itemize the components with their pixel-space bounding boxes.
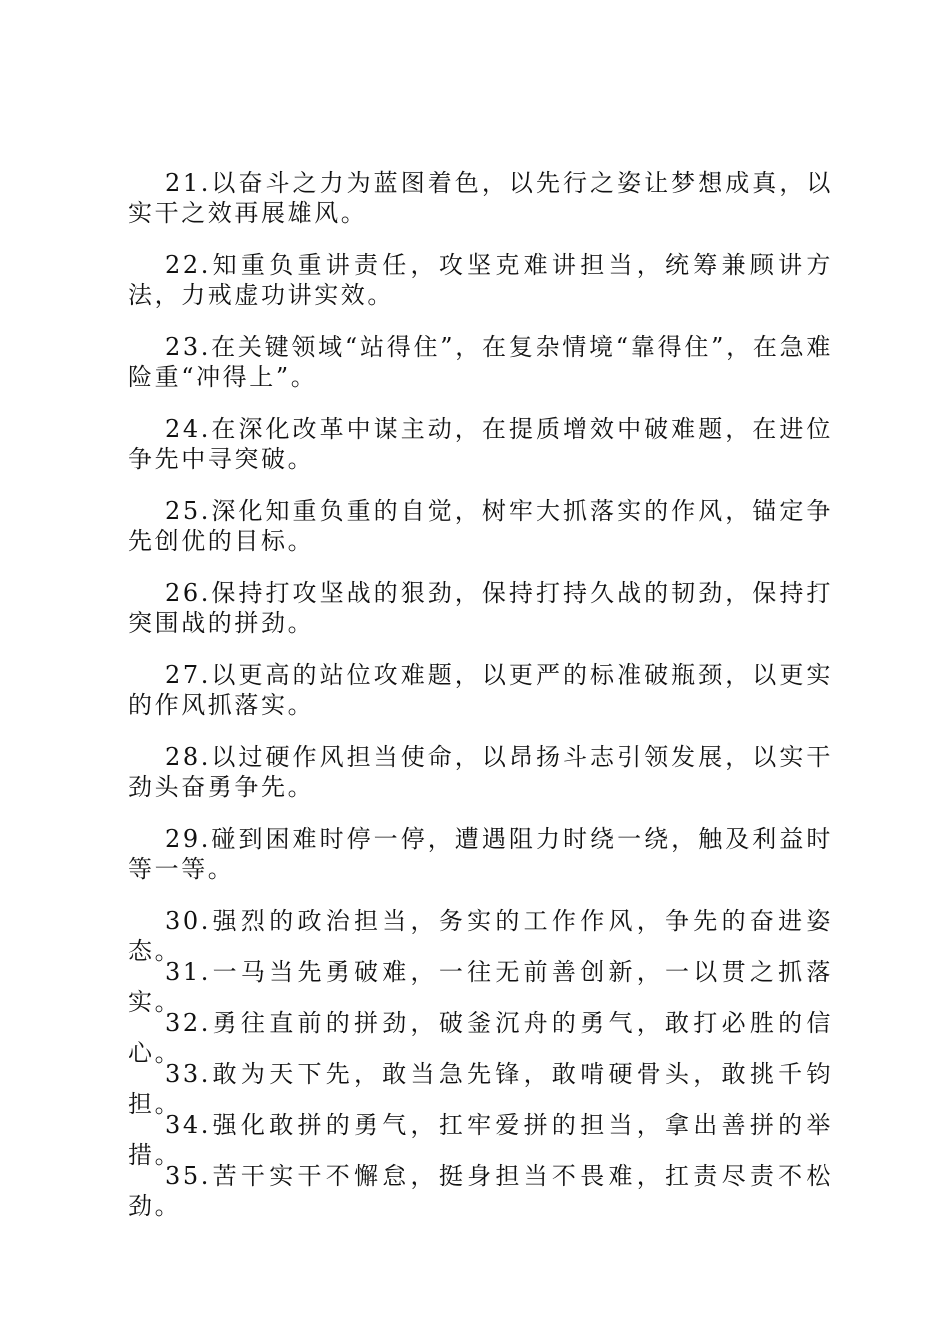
list-item: 35.苦干实干不懈怠，挺身担当不畏难，扛责尽责不松劲。 bbox=[128, 1162, 833, 1220]
list-item: 27.以更高的站位攻难题，以更严的标准破瓶颈，以更实的作风抓落实。 bbox=[128, 661, 833, 719]
list-item: 34.强化敢拼的勇气，扛牢爱拼的担当，拿出善拼的举措。 bbox=[128, 1111, 833, 1169]
list-item: 25.深化知重负重的自觉，树牢大抓落实的作风，锚定争先创优的目标。 bbox=[128, 497, 833, 555]
list-item: 28.以过硬作风担当使命，以昂扬斗志引领发展，以实干劲头奋勇争先。 bbox=[128, 743, 833, 801]
list-item: 32.勇往直前的拼劲，破釜沉舟的勇气，敢打必胜的信心。 bbox=[128, 1009, 833, 1067]
list-item: 29.碰到困难时停一停，遭遇阻力时绕一绕，触及利益时等一等。 bbox=[128, 825, 833, 883]
list-item: 33.敢为天下先，敢当急先锋，敢啃硬骨头，敢挑千钧担。 bbox=[128, 1060, 833, 1118]
slogan-list bbox=[128, 168, 833, 1220]
list-item: 30.强烈的政治担当，务实的工作作风，争先的奋进姿态。 bbox=[128, 907, 833, 965]
list-item: 22.知重负重讲责任，攻坚克难讲担当，统筹兼顾讲方法，力戒虚功讲实效。 bbox=[128, 251, 833, 309]
list-item: 21.以奋斗之力为蓝图着色，以先行之姿让梦想成真，以实干之效再展雄风。 bbox=[128, 169, 833, 227]
list-item: 26.保持打攻坚战的狠劲，保持打持久战的韧劲，保持打突围战的拼劲。 bbox=[128, 579, 833, 637]
list-item: 23.在关键领域“站得住”，在复杂情境“靠得住”，在急难险重“冲得上”。 bbox=[128, 333, 833, 391]
list-item: 24.在深化改革中谋主动，在提质增效中破难题，在进位争先中寻突破。 bbox=[128, 415, 833, 473]
list-item: 31.一马当先勇破难，一往无前善创新，一以贯之抓落实。 bbox=[128, 958, 833, 1016]
